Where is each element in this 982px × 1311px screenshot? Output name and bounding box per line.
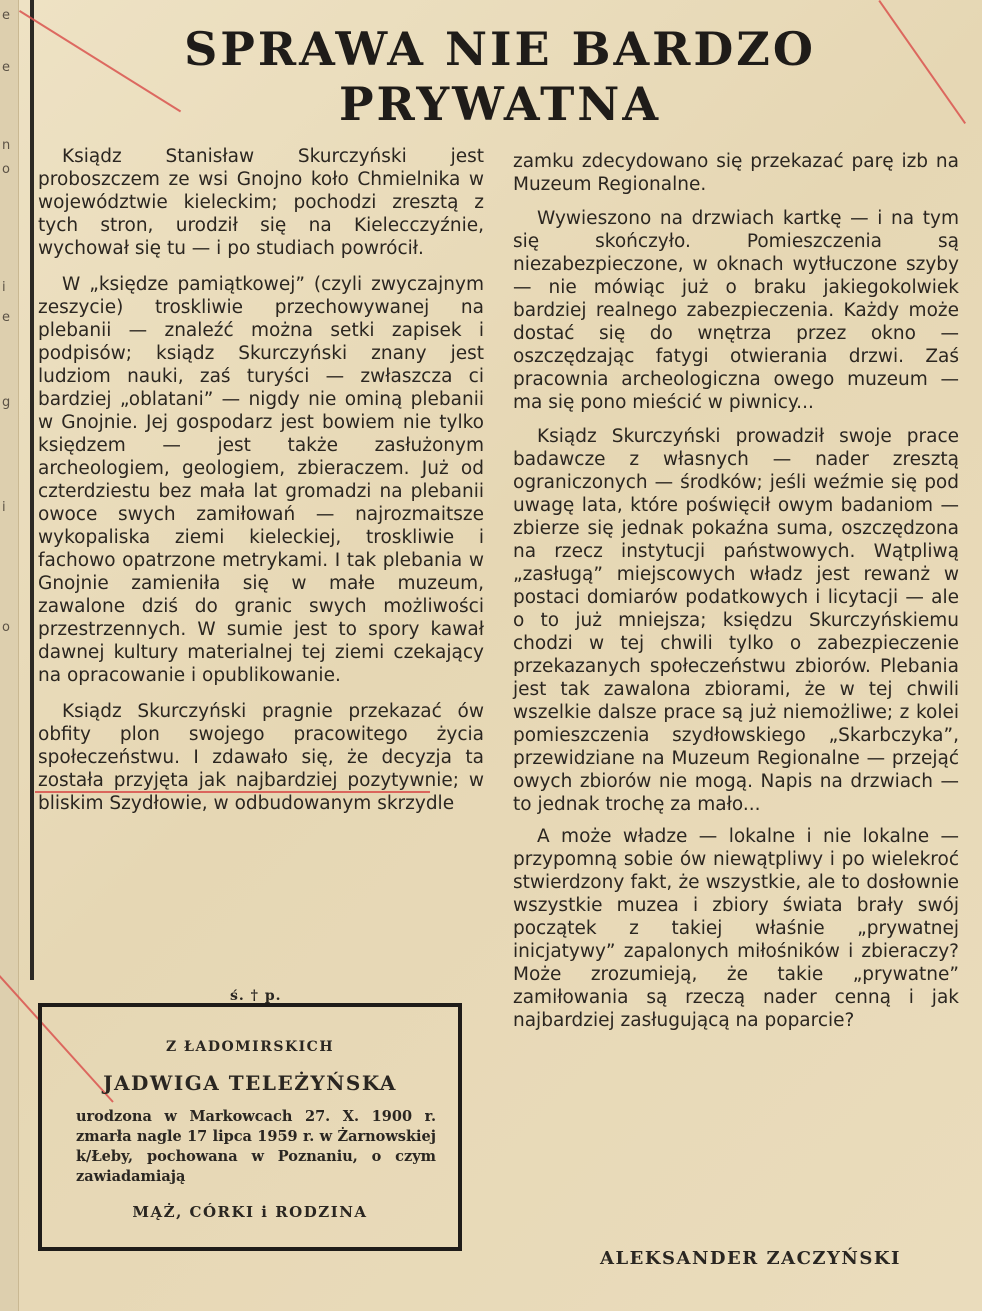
margin-char: e [2,310,10,325]
headline-line-2: PRYWATNA [338,77,662,131]
obituary-name: JADWIGA TELEŻYŃSKA [103,1071,397,1095]
obituary-family: MĄŻ, CÓRKI i RODZINA [132,1203,368,1221]
red-underline [35,791,430,793]
paragraph: Wywieszono na drzwiach kartkę — i na tym się skończyło. Pomieszczenia są niezabezpieczone, w oknach wytłuczone szyby — nie mówiąc już o braku jakiegokolwiek bardziej realnego zabezpieczenia. Każdy może dostać się do wnętrza przez okno — oszczędzając fatygi otwierania drzwi. Zaś pracownia archeologiczna owego muzeum — ma się pono mieścić w piwnicy... [513,208,959,413]
article-column-2 [513,150,959,1032]
headline [170,22,830,132]
obituary-marker: ś. † p. [230,988,282,1004]
margin-char: n [2,138,11,153]
article-column-1 [38,145,484,815]
margin-char: e [2,8,10,23]
margin-char: o [2,620,10,635]
paragraph: Ksiądz Skurczyński prowadził swoje prace badawcze z własnych — nader zresztą ograniczonych — środków; jeśli weźmie się pod uwagę lata, które poświęcił owym badaniom — zbierze się jednak pokaźna suma, oszczędzona na rzecz instytucji państwowych. Wątpliwą „zasługą” miejscowych władz jest rewanż w postaci domiarów podatkowych i licytacji — ale o to już mniejsza; księdzu Skurczyńskiemu chodzi w tej chwili tylko o zabezpieczenie przekazanych społeczeństwu zbiorów. Plebania jest tak zawalona zbiorami, że w tej chwili wszelkie dalsze prace są już niemożliwe; z kolei pomieszczenia szydłowskiego „Skarbczyka”, przewidziane na Muzeum Regionalne — przejąć owych zbiorów nie mogą. Napis na drzwiach — to jednak trochę za mało... [513,426,959,815]
paragraph: W „księdze pamiątkowej” (czyli zwyczajnym zeszycie) troskliwie przechowywanej na plebanii — znaleźć można setki zapisek i podpisów; ksiądz Skurczyński znany jest ludziom nauki, zaś turyści — zwłaszcza ci bardziej „oblatani” — nigdy nie ominą plebanii w Gnojnie. Jej gospodarz jest bowiem nie tylko księdzem — jest także zasłużonym archeologiem, geologiem, zbieraczem. Już od czterdziestu bez mała lat gromadzi na plebanii owoce swych zamiłowań — najrozmaitsze wykopaliska ziemi kieleckiej, troskliwie i fachowo opatrzone metrykami. I tak plebania w Gnojnie zamieniła się w małe muzeum, zawalone dziś do granic swych możliwości przestrzennych. W sumie jest to spory kawał dawnej kultury materialnej tej ziemi czekający na opracowanie i opublikowanie. [38,274,484,686]
margin-char: e [2,60,10,75]
byline: ALEKSANDER ZACZYŃSKI [600,1248,901,1269]
obituary-maiden-name: Z ŁADOMIRSKICH [165,1039,335,1055]
obituary-box [38,1003,462,1251]
red-pencil-mark [878,0,966,124]
paragraph: Ksiądz Stanisław Skurczyński jest proboszczem ze wsi Gnojno koło Chmielnika w województwie kieleckim; pochodzi zresztą z tych stron, urodził się na Kielecczyźnie, wychował się tu — i po studiach powrócił. [38,146,484,259]
margin-char: o [2,162,10,177]
paragraph: zamku zdecydowano się przekazać parę izb na Muzeum Regionalne. [513,151,959,195]
red-pencil-mark [19,10,181,112]
paragraph: A może władze — lokalne i nie lokalne — przypomną sobie ów niewątpliwy i po wielekroć stwierdzony fakt, że wszystkie, ale to dosłownie wszystkie muzea i zbiory świata brały swój początek z takiej właśnie „prywatnej inicjatywy” zapalonych miłośników i zbieraczy? Może zrozumieją, że takie „prywatne” zamiłowania są rzeczą nader cenną i jak najbardziej zasługującą na poparcie? [513,826,959,1031]
headline-line-1: SPRAWA NIE BARDZO [184,22,816,76]
paragraph: Ksiądz Skurczyński pragnie przekazać ów obfity plon swojego pracowitego życia społeczeństwu. I zdawało się, że decyzja ta została przyjęta jak najbardziej pozytywnie; w bliskim Szydłowie, w odbudowanym skrzydle [38,701,484,814]
column-rule [30,0,34,980]
margin-char: i [2,500,6,515]
left-margin-strip [0,0,19,1311]
margin-char: i [2,280,6,295]
obituary-text: urodzona w Markowcach 27. X. 1900 r. zmarła nagle 17 lipca 1959 r. w Żarnowskiej k/Łeby, pochowana w Poznaniu, o czym zawiadamiają [76,1108,436,1185]
margin-char: g [2,395,11,410]
